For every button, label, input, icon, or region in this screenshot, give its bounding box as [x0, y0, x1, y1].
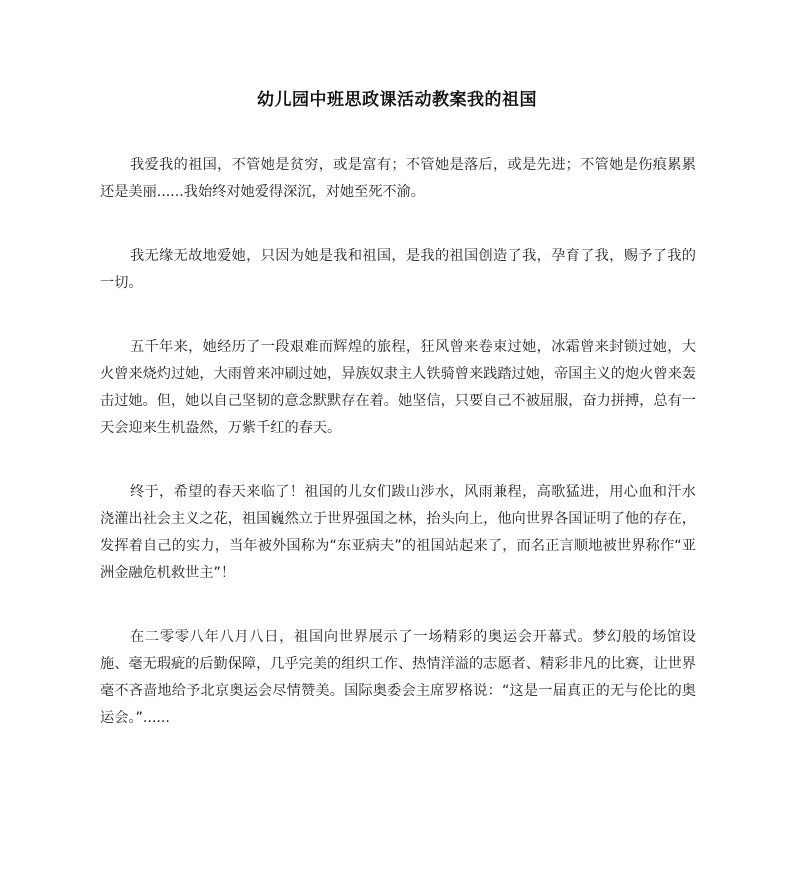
document-body: [100, 152, 696, 769]
paragraph-4: 终于，希望的春天来临了！祖国的儿女们跋山涉水，风雨兼程，高歌猛进，用心血和汗水浇灌出社会主义之花，祖国巍然立于世界强国之林，抬头向上，他向世界各国证明了他的存在，发挥着自己的实力，当年被外国称为“东亚病夫”的祖国站起来了，而名正言顺地被世界称作“亚洲金融危机救世主”！: [100, 484, 696, 581]
paragraph-3: 五千年来，她经历了一段艰难而辉煌的旅程，狂风曾来卷束过她，冰霜曾来封锁过她，大火曾来烧灼过她，大雨曾来冲刷过她，异族奴隶主人铁骑曾来践踏过她，帝国主义的炮火曾来轰击过她。但，她以自己坚韧的意念默默存在着。她坚信，只要自己不被屈服，奋力拼搏，总有一天会迎来生机盎然，万紫千红的春天。: [100, 339, 696, 436]
document-title: 幼儿园中班思政课活动教案我的祖国: [257, 90, 537, 110]
paragraph-5: 在二零零八年八月八日，祖国向世界展示了一场精彩的奥运会开幕式。梦幻般的场馆设施、毫无瑕疵的后勤保障，几乎完美的组织工作、热情洋溢的志愿者、精彩非凡的比赛，让世界毫不吝啬地给予北京奥运会尽情赞美。国际奥委会主席罗格说：“这是一届真正的无与伦比的奥运会。”......: [100, 629, 696, 726]
paragraph-2: 我无缘无故地爱她，只因为她是我和祖国，是我的祖国创造了我，孕育了我，赐予了我的一切。: [100, 248, 696, 291]
paragraph-1: 我爱我的祖国，不管她是贫穷，或是富有；不管她是落后，或是先进；不管她是伤痕累累还是美丽......我始终对她爱得深沉，对她至死不渝。: [100, 157, 696, 200]
